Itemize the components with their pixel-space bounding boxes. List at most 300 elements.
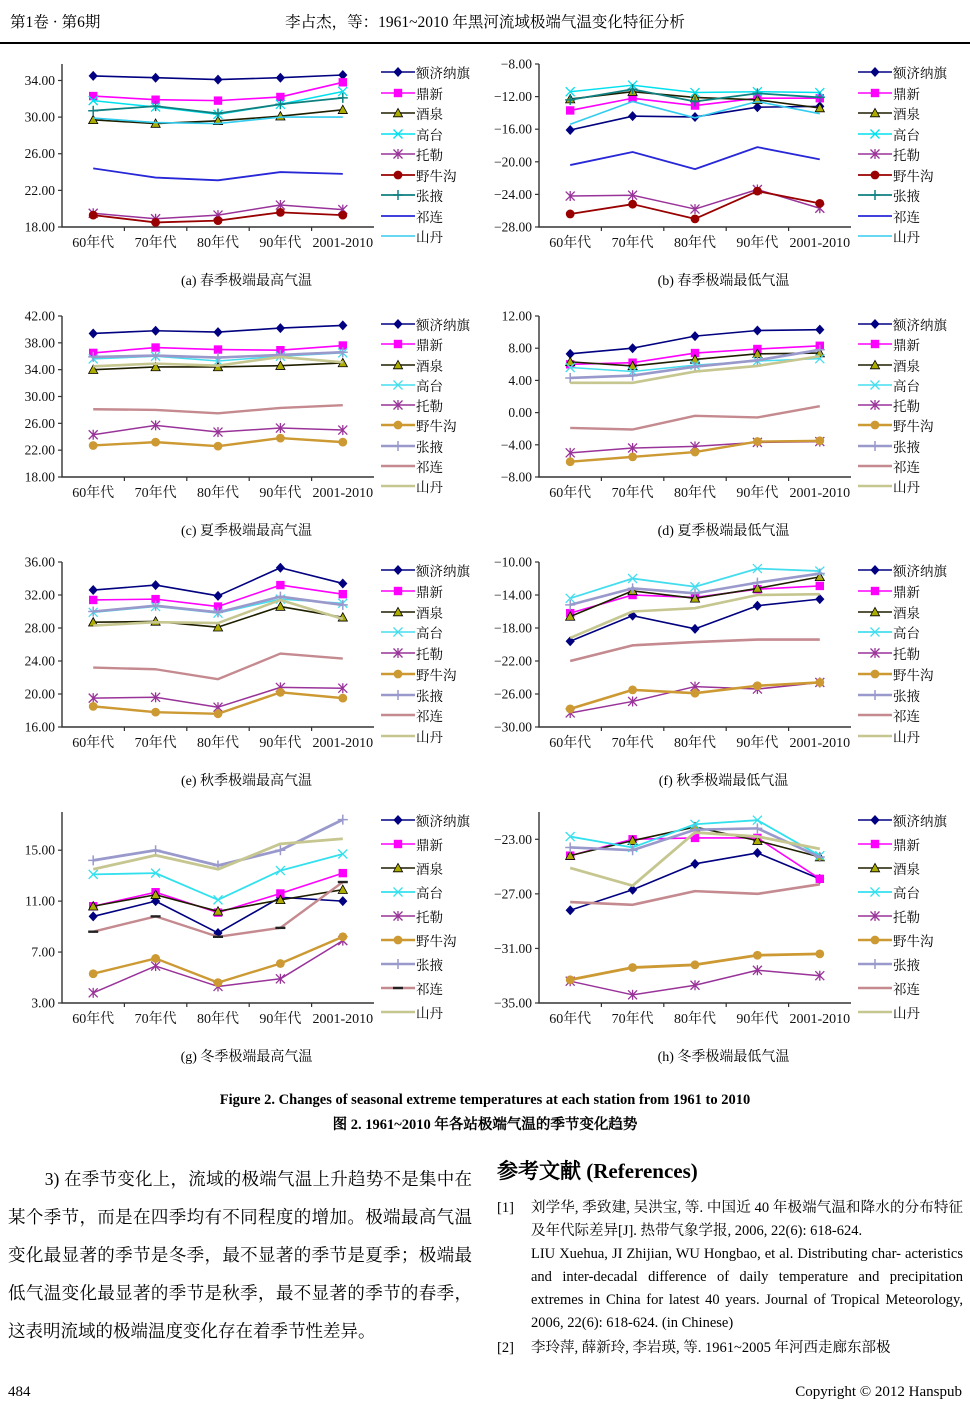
svg-text:18.00: 18.00: [24, 219, 55, 235]
legend-label: 额济纳旗: [416, 318, 470, 333]
legend-item: [380, 560, 470, 580]
legend-swatch: [380, 604, 416, 620]
running-title: 李占杰，等：1961~2010 年黑河流域极端气温变化特征分析: [285, 14, 685, 31]
legend-label: 鼎新: [416, 86, 443, 102]
legend-item: [857, 314, 947, 334]
legend-swatch: [380, 105, 416, 121]
svg-text:70年代: 70年代: [611, 1012, 654, 1027]
svg-text:28.00: 28.00: [24, 620, 55, 636]
legend-label: 额济纳旗: [416, 814, 470, 829]
chart-svg-b: [485, 56, 857, 268]
legend-swatch: [857, 105, 893, 121]
chart-legend: [380, 314, 470, 496]
chart-b-caption: (b) 春季极端最低气温: [657, 274, 790, 289]
legend-item: [857, 602, 947, 622]
svg-text:80年代: 80年代: [197, 736, 239, 751]
svg-text:18.00: 18.00: [24, 469, 55, 485]
svg-text:11.00: 11.00: [25, 893, 55, 909]
series-额济纳旗: [89, 320, 348, 338]
legend-swatch: [857, 167, 893, 183]
svg-text:−16.00: −16.00: [494, 121, 532, 137]
legend-swatch: [380, 624, 416, 640]
legend-swatch: [857, 908, 893, 924]
legend-swatch: [380, 645, 416, 661]
reference-text-zh: 李玲萍, 薛新玲, 李岩瑛, 等. 1961~2005 年河西走廊东部极: [531, 1340, 891, 1356]
legend-item: [857, 560, 947, 580]
svg-text:−20.00: −20.00: [494, 154, 532, 170]
legend-label: 酒泉: [416, 107, 443, 122]
legend-item: [857, 375, 947, 395]
legend-swatch: [380, 208, 416, 224]
legend-item: [857, 185, 947, 205]
legend-swatch: [380, 126, 416, 142]
legend-item: [857, 882, 947, 902]
legend-item: [857, 476, 947, 496]
legend-item: [857, 810, 947, 830]
series-额济纳旗: [89, 563, 348, 601]
svg-text:90年代: 90年代: [259, 486, 302, 501]
legend-swatch: [857, 728, 893, 744]
legend-swatch: [857, 604, 893, 620]
chart-h: [485, 804, 962, 1072]
legend-label: 祁连: [893, 459, 920, 475]
legend-item: [857, 930, 947, 950]
legend-swatch: [857, 228, 893, 244]
legend-item: [857, 415, 947, 435]
legend-label: 祁连: [893, 209, 920, 225]
legend-label: 野牛沟: [893, 168, 934, 184]
legend-item: [857, 395, 947, 415]
legend-label: 野牛沟: [893, 667, 934, 683]
legend-swatch: [380, 583, 416, 599]
legend-swatch: [857, 583, 893, 599]
legend-swatch: [380, 860, 416, 876]
legend-swatch: [380, 146, 416, 162]
svg-text:90年代: 90年代: [736, 486, 779, 501]
legend-label: 张掖: [893, 958, 920, 973]
chart-e: [8, 554, 485, 804]
svg-text:80年代: 80年代: [197, 486, 239, 501]
legend-swatch: [380, 357, 416, 373]
legend-item: [380, 144, 470, 164]
chart-e-caption: (e) 秋季极端最高气温: [180, 774, 313, 789]
svg-text:−24.00: −24.00: [494, 186, 532, 202]
legend-item: [380, 375, 470, 395]
legend-swatch: [857, 85, 893, 101]
reference-text-en: LIU Xuehua, JI Zhijian, WU Hongbao, et al. Distributing char- acteristics and inter-decadal difference of daily temperature and precipitation extremes in China for latest 40 years. Journal of Tropical Meteorology, 2006, 22(6): 618-624. (in Chinese): [531, 1246, 963, 1331]
svg-text:34.00: 34.00: [24, 72, 55, 88]
chart-legend: [857, 560, 947, 746]
svg-text:22.00: 22.00: [24, 442, 55, 458]
issue-label: 第1卷 · 第6期: [10, 14, 101, 31]
svg-text:70年代: 70年代: [611, 236, 654, 251]
legend-label: 山丹: [893, 730, 920, 745]
svg-text:2001-2010: 2001-2010: [789, 1012, 851, 1027]
legend-swatch: [380, 562, 416, 578]
legend-item: [857, 954, 947, 974]
legend-label: 张掖: [893, 439, 920, 455]
legend-label: 额济纳旗: [416, 66, 470, 81]
legend-label: 酒泉: [893, 358, 920, 374]
svg-text:−26.00: −26.00: [494, 686, 532, 702]
series-额济纳旗: [566, 848, 825, 915]
legend-item: [380, 314, 470, 334]
chart-svg-c: [8, 308, 380, 518]
legend-swatch: [380, 187, 416, 203]
legend-item: [380, 705, 470, 725]
svg-text:60年代: 60年代: [549, 1012, 592, 1027]
legend-swatch: [380, 812, 416, 828]
svg-text:3.00: 3.00: [31, 995, 55, 1011]
legend-label: 酒泉: [416, 358, 443, 374]
legend-item: [857, 581, 947, 601]
svg-text:2001-2010: 2001-2010: [789, 486, 851, 501]
legend-swatch: [380, 932, 416, 948]
references-column: [497, 1155, 963, 1360]
legend-label: 鼎新: [416, 584, 443, 600]
legend-swatch: [380, 666, 416, 682]
svg-text:−14.00: −14.00: [494, 587, 532, 603]
figure-caption-zh: 图 2. 1961~2010 年各站极端气温的季节变化趋势: [332, 1117, 638, 1133]
legend-swatch: [380, 64, 416, 80]
chart-f: [485, 554, 962, 804]
svg-text:60年代: 60年代: [72, 736, 115, 751]
legend-label: 张掖: [416, 439, 443, 455]
svg-text:2001-2010: 2001-2010: [789, 236, 851, 251]
legend-swatch: [857, 812, 893, 828]
legend-item: [380, 978, 470, 998]
chart-svg-g: [8, 804, 380, 1044]
legend-label: 托勒: [893, 148, 920, 163]
svg-text:24.00: 24.00: [24, 653, 55, 669]
chart-h-canvas: [485, 804, 962, 1044]
svg-text:70年代: 70年代: [134, 236, 177, 251]
svg-text:30.00: 30.00: [24, 109, 55, 125]
legend-label: 张掖: [416, 189, 443, 204]
svg-text:80年代: 80年代: [674, 736, 716, 751]
legend-label: 张掖: [416, 958, 443, 973]
legend-item: [380, 83, 470, 103]
legend-item: [857, 664, 947, 684]
legend-label: 祁连: [893, 709, 920, 725]
legend-swatch: [380, 316, 416, 332]
svg-text:80年代: 80年代: [197, 1012, 239, 1027]
legend-label: 鼎新: [893, 338, 920, 354]
reference-text: [531, 1197, 963, 1335]
legend-label: 高台: [893, 886, 920, 901]
legend-label: 野牛沟: [416, 168, 457, 184]
legend-swatch: [380, 478, 416, 494]
legend-label: 托勒: [416, 910, 443, 925]
legend-label: 鼎新: [893, 584, 920, 600]
chart-g-canvas: [8, 804, 485, 1044]
legend-label: 祁连: [416, 982, 443, 997]
svg-text:70年代: 70年代: [134, 736, 177, 751]
reference-text: [531, 1337, 963, 1360]
svg-text:90年代: 90年代: [736, 1012, 779, 1027]
legend-label: 鼎新: [416, 838, 443, 853]
legend-item: [380, 882, 470, 902]
legend-swatch: [380, 417, 416, 433]
legend-label: 额济纳旗: [893, 814, 947, 829]
figure-caption: [0, 1092, 970, 1134]
legend-swatch: [857, 397, 893, 413]
legend-swatch: [857, 707, 893, 723]
legend-swatch: [857, 980, 893, 996]
legend-label: 酒泉: [416, 605, 443, 621]
legend-label: 祁连: [416, 459, 443, 475]
series-托勒: [89, 936, 348, 998]
legend-label: 托勒: [416, 148, 443, 163]
legend-swatch: [380, 956, 416, 972]
legend-swatch: [380, 908, 416, 924]
chart-svg-h: [485, 804, 857, 1044]
chart-legend: [380, 560, 470, 746]
legend-item: [380, 906, 470, 926]
svg-text:70年代: 70年代: [611, 736, 654, 751]
legend-item: [857, 456, 947, 476]
legend-swatch: [857, 126, 893, 142]
legend-swatch: [857, 645, 893, 661]
svg-text:90年代: 90年代: [259, 1012, 302, 1027]
series-托勒: [566, 965, 825, 1000]
svg-text:2001-2010: 2001-2010: [312, 486, 374, 501]
legend-swatch: [380, 687, 416, 703]
legend-label: 托勒: [416, 647, 443, 662]
svg-text:−35.00: −35.00: [494, 995, 532, 1011]
legend-item: [857, 206, 947, 226]
legend-swatch: [380, 836, 416, 852]
legend-swatch: [857, 956, 893, 972]
svg-text:32.00: 32.00: [24, 587, 55, 603]
svg-text:90年代: 90年代: [736, 236, 779, 251]
legend-label: 祁连: [893, 982, 920, 997]
legend-item: [857, 334, 947, 354]
svg-text:0.00: 0.00: [508, 405, 532, 421]
legend-item: [857, 643, 947, 663]
legend-item: [857, 834, 947, 854]
legend-item: [857, 906, 947, 926]
legend-swatch: [380, 458, 416, 474]
legend-label: 山丹: [893, 230, 920, 245]
legend-label: 张掖: [893, 688, 920, 704]
chart-c-caption: (c) 夏季极端最高气温: [180, 524, 313, 539]
chart-a: [8, 56, 485, 308]
legend-label: 鼎新: [893, 86, 920, 102]
legend-swatch: [857, 357, 893, 373]
svg-text:26.00: 26.00: [24, 415, 55, 431]
svg-text:22.00: 22.00: [24, 182, 55, 198]
legend-swatch: [857, 932, 893, 948]
legend-label: 野牛沟: [893, 419, 934, 435]
legend-label: 高台: [416, 127, 443, 143]
legend-item: [380, 685, 470, 705]
svg-text:−12.00: −12.00: [494, 89, 532, 105]
legend-label: 野牛沟: [416, 419, 457, 435]
chart-c-canvas: [8, 308, 485, 518]
legend-item: [380, 954, 470, 974]
legend-item: [857, 858, 947, 878]
legend-label: 额济纳旗: [893, 66, 947, 81]
chart-svg-d: [485, 308, 857, 518]
chart-g-caption: (g) 冬季极端最高气温: [180, 1050, 313, 1065]
legend-item: [857, 1002, 947, 1022]
chart-d-caption: (d) 夏季极端最低气温: [657, 524, 790, 539]
svg-text:30.00: 30.00: [24, 389, 55, 404]
legend-label: 额济纳旗: [893, 564, 947, 579]
svg-text:−8.00: −8.00: [500, 469, 532, 485]
legend-label: 高台: [893, 378, 920, 394]
legend-swatch: [857, 438, 893, 454]
svg-text:60年代: 60年代: [549, 236, 592, 251]
svg-text:38.00: 38.00: [24, 335, 55, 351]
legend-item: [380, 355, 470, 375]
reference-text-zh: 刘学华, 季致建, 吴洪宝, 等. 中国近 40 年极端气温和降水的分布特征及年代际差异[J]. 热带气象学报, 2006, 22(6): 618-624.: [531, 1200, 963, 1239]
svg-text:42.00: 42.00: [24, 308, 55, 324]
legend-swatch: [857, 458, 893, 474]
chart-svg-a: [8, 56, 380, 268]
svg-text:−31.00: −31.00: [494, 940, 532, 956]
legend-swatch: [857, 64, 893, 80]
svg-text:60年代: 60年代: [72, 1012, 115, 1027]
legend-item: [857, 355, 947, 375]
legend-item: [380, 602, 470, 622]
chart-d: [485, 308, 962, 554]
legend-label: 高台: [416, 378, 443, 394]
legend-label: 高台: [416, 886, 443, 901]
svg-text:80年代: 80年代: [674, 236, 716, 251]
svg-text:90年代: 90年代: [259, 736, 302, 751]
legend-item: [380, 581, 470, 601]
legend-swatch: [857, 377, 893, 393]
reference-label: [1]: [497, 1200, 514, 1216]
legend-label: 高台: [416, 626, 443, 642]
legend-label: 额济纳旗: [416, 564, 470, 579]
legend-item: [857, 436, 947, 456]
body-paragraph: 3) 在季节变化上，流域的极端气温上升趋势不是集中在某个季节，而是在四季均有不同程度的增加。极端最高气温变化最显著的季节是冬季，最不显著的季节是夏季；极端最低气温变化最显著的季节是秋季，最不显著的季节的春季，这表明流域的极端温度变化存在着季节性差异。: [8, 1169, 472, 1341]
legend-item: [380, 664, 470, 684]
legend-item: [380, 643, 470, 663]
legend-swatch: [857, 562, 893, 578]
svg-text:26.00: 26.00: [24, 146, 55, 162]
chart-a-canvas: [8, 56, 485, 268]
legend-item: [380, 334, 470, 354]
legend-item: [380, 858, 470, 878]
page-number: 484: [8, 1384, 31, 1400]
legend-label: 酒泉: [893, 605, 920, 621]
chart-d-canvas: [485, 308, 962, 518]
legend-swatch: [857, 687, 893, 703]
svg-text:−22.00: −22.00: [494, 653, 532, 669]
references-heading: 参考文献 (References): [497, 1159, 698, 1183]
legend-label: 酒泉: [893, 862, 920, 877]
svg-text:80年代: 80年代: [674, 1012, 716, 1027]
legend-label: 山丹: [893, 1006, 920, 1021]
legend-item: [857, 622, 947, 642]
legend-item: [857, 978, 947, 998]
chart-b-canvas: [485, 56, 962, 268]
legend-swatch: [380, 85, 416, 101]
svg-text:15.00: 15.00: [24, 842, 55, 858]
legend-label: 野牛沟: [416, 667, 457, 683]
legend-label: 酒泉: [893, 107, 920, 122]
svg-text:70年代: 70年代: [134, 1012, 177, 1027]
legend-label: 酒泉: [416, 862, 443, 877]
svg-text:80年代: 80年代: [674, 486, 716, 501]
legend-label: 高台: [893, 127, 920, 143]
legend-item: [380, 206, 470, 226]
legend-label: 张掖: [893, 189, 920, 204]
chart-f-canvas: [485, 554, 962, 768]
legend-swatch: [857, 417, 893, 433]
legend-swatch: [857, 860, 893, 876]
page-header: [8, 8, 962, 38]
legend-item: [857, 144, 947, 164]
svg-text:60年代: 60年代: [72, 486, 115, 501]
legend-item: [380, 834, 470, 854]
legend-item: [380, 622, 470, 642]
legend-swatch: [380, 397, 416, 413]
chart-e-canvas: [8, 554, 485, 768]
legend-label: 托勒: [893, 910, 920, 925]
legend-label: 野牛沟: [893, 934, 934, 949]
legend-item: [380, 415, 470, 435]
svg-text:−4.00: −4.00: [500, 437, 532, 453]
legend-item: [857, 103, 947, 123]
svg-text:70年代: 70年代: [134, 486, 177, 501]
legend-item: [857, 685, 947, 705]
legend-swatch: [857, 836, 893, 852]
legend-swatch: [380, 728, 416, 744]
legend-label: 祁连: [416, 709, 443, 725]
legend-item: [380, 103, 470, 123]
legend-swatch: [857, 316, 893, 332]
svg-text:2001-2010: 2001-2010: [312, 236, 374, 251]
legend-item: [857, 62, 947, 82]
series-高台: [89, 850, 348, 905]
chart-svg-f: [485, 554, 857, 768]
chart-svg-e: [8, 554, 380, 768]
legend-item: [380, 1002, 470, 1022]
chart-g: [8, 804, 485, 1072]
svg-text:80年代: 80年代: [197, 236, 239, 251]
legend-swatch: [857, 478, 893, 494]
svg-text:8.00: 8.00: [508, 340, 532, 356]
legend-label: 托勒: [893, 647, 920, 662]
reference-label: [2]: [497, 1340, 514, 1356]
svg-text:2001-2010: 2001-2010: [789, 736, 851, 751]
svg-text:−18.00: −18.00: [494, 620, 532, 636]
svg-text:−30.00: −30.00: [494, 719, 532, 735]
legend-label: 托勒: [893, 399, 920, 414]
legend-label: 高台: [893, 626, 920, 642]
legend-item: [857, 705, 947, 725]
chart-c: [8, 308, 485, 554]
legend-label: 鼎新: [893, 838, 920, 853]
legend-item: [380, 726, 470, 746]
svg-text:2001-2010: 2001-2010: [312, 736, 374, 751]
legend-swatch: [857, 208, 893, 224]
svg-text:12.00: 12.00: [501, 308, 532, 324]
legend-swatch: [857, 336, 893, 352]
reference-item: [497, 1197, 963, 1335]
legend-swatch: [380, 438, 416, 454]
svg-text:60年代: 60年代: [549, 486, 592, 501]
legend-swatch: [380, 980, 416, 996]
legend-item: [857, 165, 947, 185]
copyright-text: Copyright © 2012 Hanspub: [795, 1384, 962, 1400]
legend-item: [380, 395, 470, 415]
